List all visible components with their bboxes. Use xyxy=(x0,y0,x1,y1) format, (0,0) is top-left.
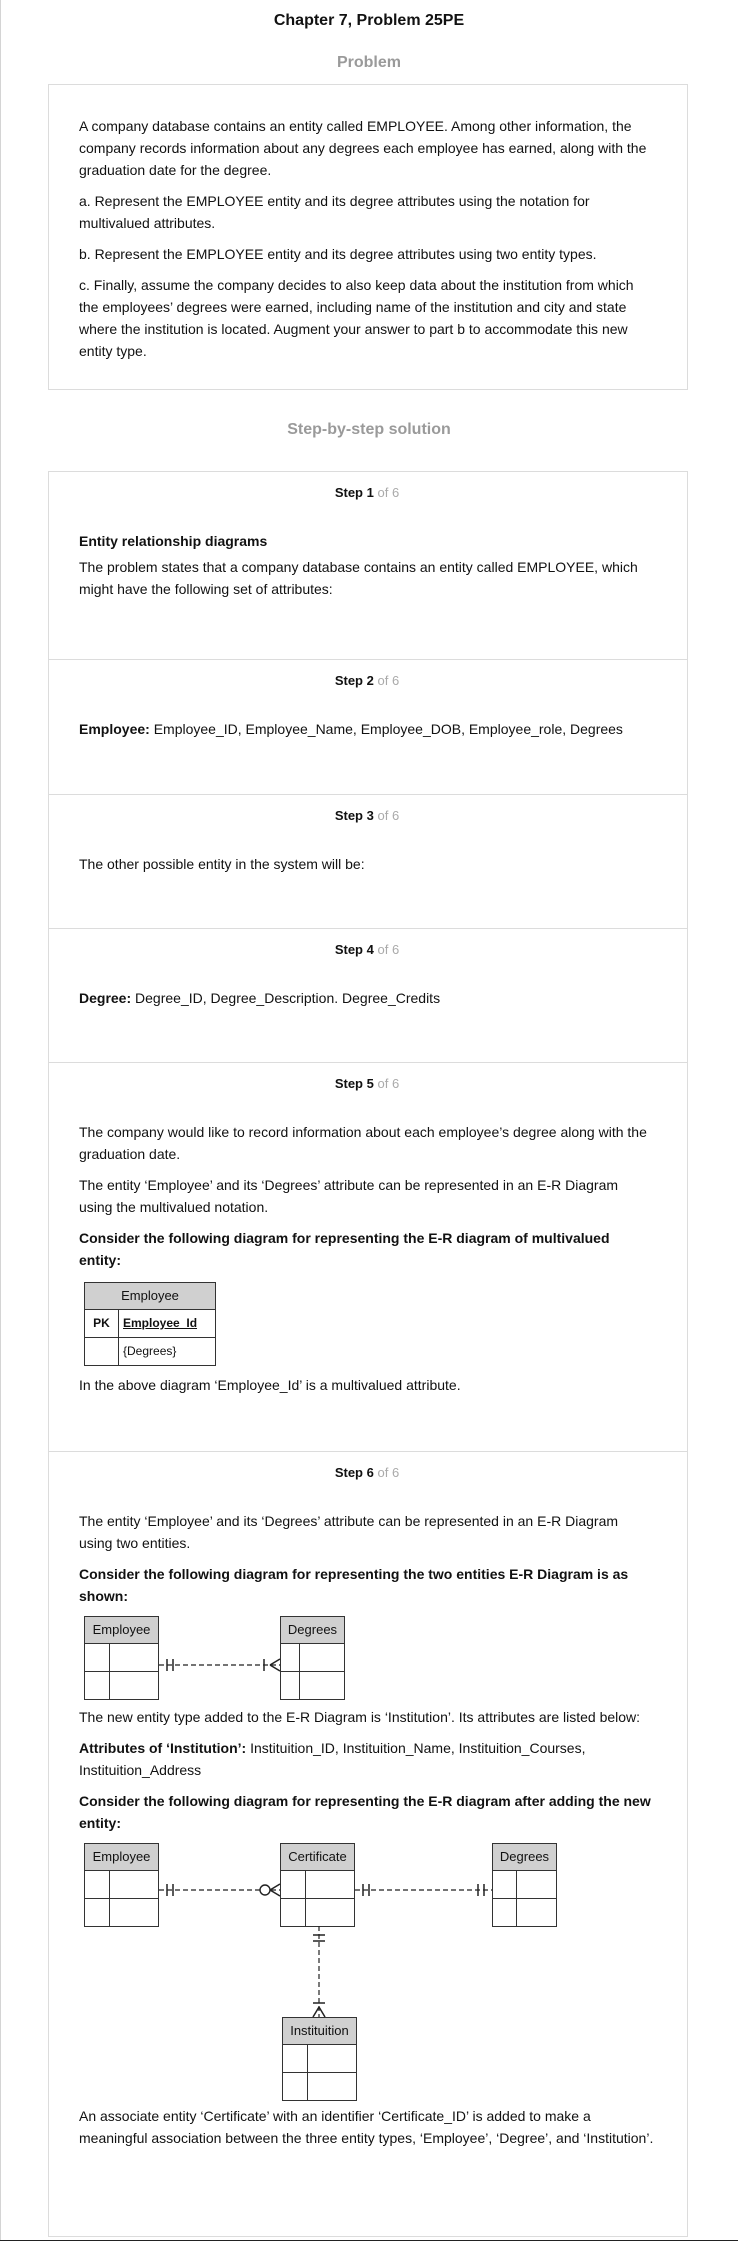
degrees-entity: Degrees xyxy=(492,1843,557,1927)
step-3 xyxy=(49,794,687,928)
problem-paragraph: b. Represent the EMPLOYEE entity and its degree attributes using two entity types. xyxy=(79,246,597,262)
step-text: Employee: Employee_ID, Employee_Name, Employee_DOB, Employee_role, Degrees xyxy=(79,721,623,737)
certificate-entity: Certificate xyxy=(280,1843,355,1927)
step-bold-text: Consider the following diagram for representing the two entities E-R Diagram is as shown: xyxy=(79,1566,629,1604)
step-header: Step 2 of 6 xyxy=(334,673,400,688)
institution-diagram xyxy=(79,1843,655,2105)
page-title: Chapter 7, Problem 25PE xyxy=(273,12,465,29)
employee-entity: Employee xyxy=(84,1616,159,1700)
step-2 xyxy=(49,659,687,794)
solution-box xyxy=(48,471,688,2237)
problem-paragraph: c. Finally, assume the company decides to also keep data about the institution from which the employees’ degrees were earned, including name of the institution and city and state where the institution is located. Augment your answer to part b to accommodate this new entity type. xyxy=(79,277,634,359)
step-text: The company would like to record information about each employee’s degree along with the graduation date. xyxy=(79,1124,647,1162)
step-text: An associate entity ‘Certificate’ with an identifier ‘Certificate_ID’ is added to make a meaningful association between the three entity types, ‘Employee’, ‘Degree’, and ‘Institution’. xyxy=(79,2108,654,2146)
relationship-connector xyxy=(79,1616,379,1706)
step-bold-text: Consider the following diagram for representing the E-R diagram after adding the new entity: xyxy=(79,1793,651,1831)
step-text: Degree: Degree_ID, Degree_Description. Degree_Credits xyxy=(79,990,441,1006)
step-1 xyxy=(49,472,687,659)
employee-entity: Employee PK Employee_Id {Degrees} xyxy=(84,1282,216,1366)
employee-entity: Employee xyxy=(84,1843,159,1927)
institution-entity: Instituition xyxy=(282,2017,357,2101)
problem-heading: Problem xyxy=(336,54,401,71)
primary-key-attribute: Employee_Id xyxy=(123,1316,198,1330)
relationship-connectors xyxy=(79,1843,599,2105)
step-heading: Entity relationship diagrams xyxy=(79,533,268,549)
step-header: Step 4 of 6 xyxy=(334,942,400,957)
step-header: Step 3 of 6 xyxy=(334,808,400,823)
step-5 xyxy=(49,1062,687,1451)
step-text: The entity ‘Employee’ and its ‘Degrees’ attribute can be represented in an E-R Diagram using two entities. xyxy=(79,1513,619,1551)
left-border xyxy=(0,0,1,2240)
step-header: Step 1 of 6 xyxy=(334,485,400,500)
problem-paragraph: a. Represent the EMPLOYEE entity and its degree attributes using the notation for multivalued attributes. xyxy=(79,193,590,231)
step-bold-text: Consider the following diagram for representing the E-R diagram of multivalued entity: xyxy=(79,1230,610,1268)
step-text: Attributes of ‘Institution’: Instituition_ID, Instituition_Name, Instituition_Courses, Instituition_Address xyxy=(79,1740,586,1778)
step-header: Step 6 of 6 xyxy=(334,1465,400,1480)
step-header: Step 5 of 6 xyxy=(334,1076,400,1091)
multivalued-attribute: {Degrees} xyxy=(123,1344,177,1358)
step-text: In the above diagram ‘Employee_Id’ is a multivalued attribute. xyxy=(79,1377,461,1393)
step-6 xyxy=(49,1451,687,2238)
step-text: The entity ‘Employee’ and its ‘Degrees’ attribute can be represented in an E-R Diagram using the multivalued notation. xyxy=(79,1177,619,1215)
two-entity-diagram xyxy=(79,1616,655,1706)
bottom-border xyxy=(0,2240,738,2241)
problem-paragraph: A company database contains an entity called EMPLOYEE. Among other information, the company records information about any degrees each employee has earned, along with the graduation date for the degree. xyxy=(79,118,647,178)
step-text: The new entity type added to the E-R Diagram is ‘Institution’. Its attributes are listed below: xyxy=(79,1709,641,1725)
problem-box xyxy=(48,84,688,390)
step-4 xyxy=(49,928,687,1062)
step-text: The problem states that a company database contains an entity called EMPLOYEE, which might have the following set of attributes: xyxy=(79,559,638,597)
multivalued-diagram xyxy=(79,1280,655,1374)
pk-label: PK xyxy=(85,1310,119,1337)
solution-heading: Step-by-step solution xyxy=(287,421,451,438)
degrees-entity: Degrees xyxy=(280,1616,345,1700)
step-text: The other possible entity in the system will be: xyxy=(79,856,365,872)
